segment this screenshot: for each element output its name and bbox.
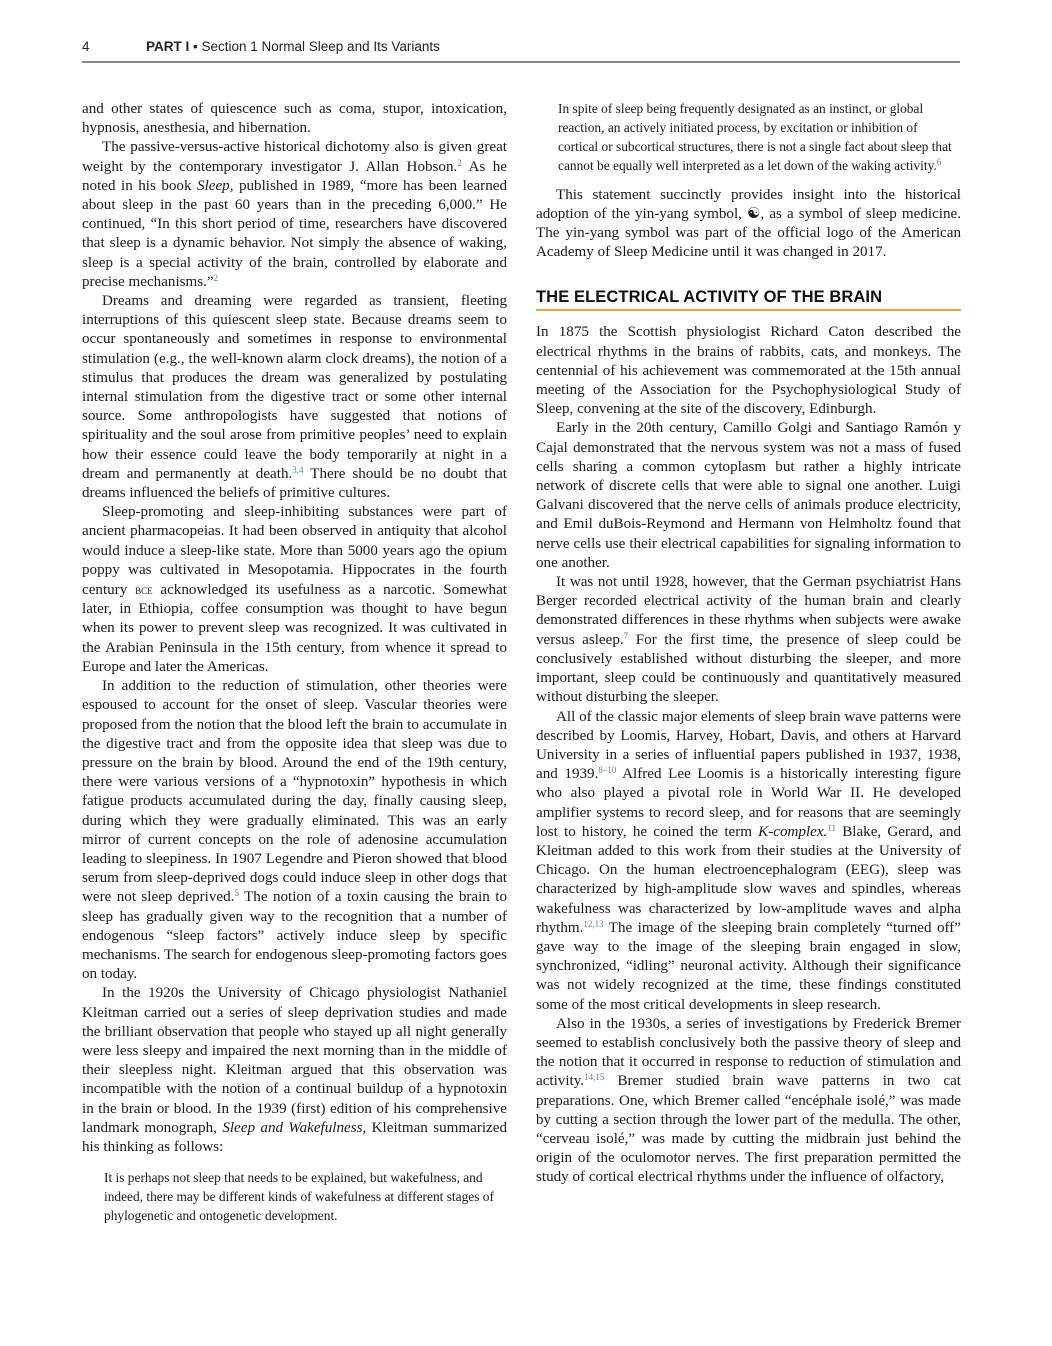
era-abbrev: bce <box>135 582 153 598</box>
text-run: In the 1920s the University of Chicago physiologist Nathaniel Kleitman carried out a series of sleep deprivation studies and made the brilliant observation that people who stayed up all night generally were less sleepy and impaired the next morning than in the middle of their sleepless night. Kleitman argued that this observation was incompatible with the notion of a continual buildup of a hypnotoxin in the brain or blood. In the 1939 (first) edition of his comprehensive landmark monograph, <box>82 985 507 1136</box>
section-heading: THE ELECTRICAL ACTIVITY OF THE BRAIN <box>536 288 961 311</box>
header-rule <box>82 61 960 63</box>
text-run: Sleep-promoting and sleep-inhibiting substances were part of ancient pharmacopeias. It had been observed in antiquity that alcohol would induce a sleep-like state. More than 5000 years ago the opium poppy was cultivated in Mesopotamia. Hippocrates in the fourth century <box>82 504 507 599</box>
citation: 6 <box>936 156 942 167</box>
part-label: PART I <box>146 39 190 54</box>
paragraph <box>82 984 507 1157</box>
paragraph <box>82 292 507 503</box>
text-run: Also in the 1930s, a series of investigations by Frederick Bremer seemed to establish conclusively both the passive theory of sleep and the notion that it occurred in response to reduction of stimulation and activity. <box>536 1015 961 1090</box>
citation: 2 <box>213 272 219 283</box>
text-run: The notion of a toxin causing the brain to sleep has gradually given way to the recognition that a number of endogenous “sleep factors” actively induce sleep by specific mechanisms. The search for endogenous sleep-promoting factors goes on today. <box>82 889 507 983</box>
paragraph <box>536 1015 961 1188</box>
text-run: The passive-versus-active historical dichotomy also is given great weight by the contemporary investigator J. Allan Hobson. <box>82 139 507 175</box>
paragraph <box>536 708 961 1015</box>
text-run: Blake, Gerard, and Kleitman added to this work from their studies at the University of Chicago. On the human electroencephalogram (EEG), sleep was characterized by high-amplitude slow waves and spindles, whereas wakefulness was characterized by low-amplitude waves and alpha rhythm. <box>536 823 962 936</box>
citation: 8–10 <box>598 765 617 776</box>
section-title: PART I • Section 1 Normal Sleep and Its Variants <box>146 39 440 54</box>
text-run: As he noted in his book <box>82 158 507 194</box>
paragraph: This statement succinctly provides insight into the historical adoption of the yin-yang symbol, ☯, as a symbol of sleep medicine. The yin-yang symbol was part of the official logo of the American Academy of Sleep Medicine until it was changed in 2017. <box>536 186 961 261</box>
quote-text: It is perhaps not sleep that needs to be explained, but wakefulness, and indeed, there may be different kinds of wakefulness at different stages of phylogenetic and ontogenetic development. <box>104 1170 494 1223</box>
left-column <box>82 100 507 1226</box>
quote-text <box>558 100 961 176</box>
block-quote <box>104 1169 507 1226</box>
text-run: acknowledged its usefulness as a narcotic. Somewhat later, in Ethiopia, coffee consumption was thought to have begun when its power to prevent sleep was recognized. It was cultivated in the Arabian Peninsula in the 15th century, from whence it spread to Europe and later the Americas. <box>82 582 507 675</box>
text-run: Alfred Lee Loomis is a historically interesting figure who also played a pivotal role in World War II. He developed amplifier systems to record sleep, and for reasons that are seemingly lost to history, he coined the term <box>536 766 961 840</box>
text-run: In spite of sleep being frequently designated as an instinct, or global reaction, an actively initiated process, by excitation or inhibition of cortical or subcortical structures, there is not a single fact about sleep that cannot be equally well interpreted as a let down of the waking activity. <box>558 101 952 173</box>
text-run: Bremer studied brain wave patterns in two cat preparations. One, which Bremer called “encéphale isolé,” was made by cutting a section through the lower part of the medulla. The other, “cerveau isolé,” was made by cutting the midbrain just behind the origin of the oculomotor nerves. The first preparation permitted the study of cortical electrical rhythms under the influence of olfactory, <box>536 1073 961 1186</box>
citation: 14,15 <box>584 1072 605 1083</box>
text-run: In addition to the reduction of stimulation, other theories were espoused to account for the onset of sleep. Vascular theories were proposed from the notion that the blood left the brain to accumulate in the digestive tract and from the opposite idea that sleep was due to pressure on the brain by blood. Around the end of the 19th century, there were various versions of a “hypnotoxin” hypothesis in which fatigue products accumulated during the day, finally causing sleep, during which they were gradually eliminated. This was an early mirror of current concepts on the role of adenosine accumulation leading to sleepiness. In 1907 Legendre and Pieron showed that blood serum from sleep-deprived dogs could induce sleep in other dogs that were not sleep deprived. <box>82 678 507 906</box>
text-run: Dreams and dreaming were regarded as transient, fleeting interruptions of this quiescent sleep state. Because dreams seem to occur spontaneously and sometimes in response to environmental stimulation (e.g., the well-known alarm clock dreams), the notion of a stimulus that produces the dream was generalized by postulating internal stimulation from the digestive tract or some other internal source. Some anthropologists have suggested that notions of spirituality and the soul arose from primitive peoples’ need to explain how their essence could leave the body temporarily at night in a dream and permanently at death. <box>82 293 507 482</box>
text-run: Kleitman summarized his thinking as follows: <box>82 1119 507 1155</box>
citation: 11 <box>827 822 836 833</box>
block-quote <box>558 100 961 176</box>
citation: 5 <box>234 888 239 899</box>
text-run: For the first time, the presence of sleep could be conclusively established without disturbing the sleeper, and more important, sleep could be continuously and quantitatively measured without disturbing the sleeper. <box>536 631 962 706</box>
paragraph: In 1875 the Scottish physiologist Richard Caton described the electrical rhythms in the brains of rabbits, cats, and monkeys. The centennial of his achievement was commemorated at the 15th annual meeting of the Association for the Psychophysiological Study of Sleep, convening at the site of the discovery, Edinburgh. <box>536 324 961 418</box>
page-number: 4 <box>82 39 90 54</box>
paragraph: and other states of quiescence such as coma, stupor, intoxication, hypnosis, anesthesia, and hibernation. <box>82 101 507 137</box>
book-title: Sleep and Wakefulness, <box>222 1119 367 1136</box>
citation: 3,4 <box>292 464 304 475</box>
citation: 7 <box>623 630 629 641</box>
text-run: There should be no doubt that dreams influenced the beliefs of primitive cultures. <box>82 465 507 502</box>
text-run: The image of the sleeping brain completely “turned off” gave way to the image of the sleeping brain engaged in slow, synchronized, “idling” neuronal activity. Although their significance was not widely recognized at the time, these findings constituted some of the most critical developments in sleep research. <box>536 919 961 1013</box>
citation: 2 <box>457 157 462 168</box>
paragraph <box>82 677 507 984</box>
running-header <box>82 37 960 59</box>
term: K-complex. <box>758 823 828 840</box>
paragraph <box>82 503 507 677</box>
section-label: Section 1 Normal Sleep and Its Variants <box>201 39 440 54</box>
right-column <box>536 100 961 1188</box>
section-heading-wrap <box>536 288 961 311</box>
book-title: Sleep, <box>197 177 234 194</box>
paragraph: Early in the 20th century, Camillo Golgi and Santiago Ramón y Cajal demonstrated that the nervous system was not a mass of fused cells sharing a common cytoplasm but rather a highly intricate network of discrete cells that were able to signal one another. Luigi Galvani discovered that the nerve cells of animals produce electricity, and Emil duBois-Reymond and Hermann von Helmholtz found that nerve cells use their electrical capabilities for signaling information to one another. <box>536 420 961 571</box>
text-run: All of the classic major elements of sleep brain wave patterns were described by Loomis, Harvey, Hobart, Davis, and others at Harvard University in a series of influential papers published in 1937, 1938, and 1939. <box>536 708 961 783</box>
paragraph <box>82 138 507 292</box>
text-run: It was not until 1928, however, that the German psychiatrist Hans Berger recorded electrical activity of the human brain and clearly demonstrated differences in these rhythms when subjects were awake versus asleep. <box>536 574 961 648</box>
paragraph <box>536 573 961 707</box>
text-run: published in 1989, “more has been learned about sleep in the past 60 years than in the preceding 6,000.” He continued, “In this short period of time, researchers have discovered that sleep is a dynamic behavior. Not simply the absence of waking, sleep is a special activity of the brain, controlled by elaborate and precise mechanisms.” <box>82 177 508 290</box>
citation: 12,13 <box>583 918 604 929</box>
